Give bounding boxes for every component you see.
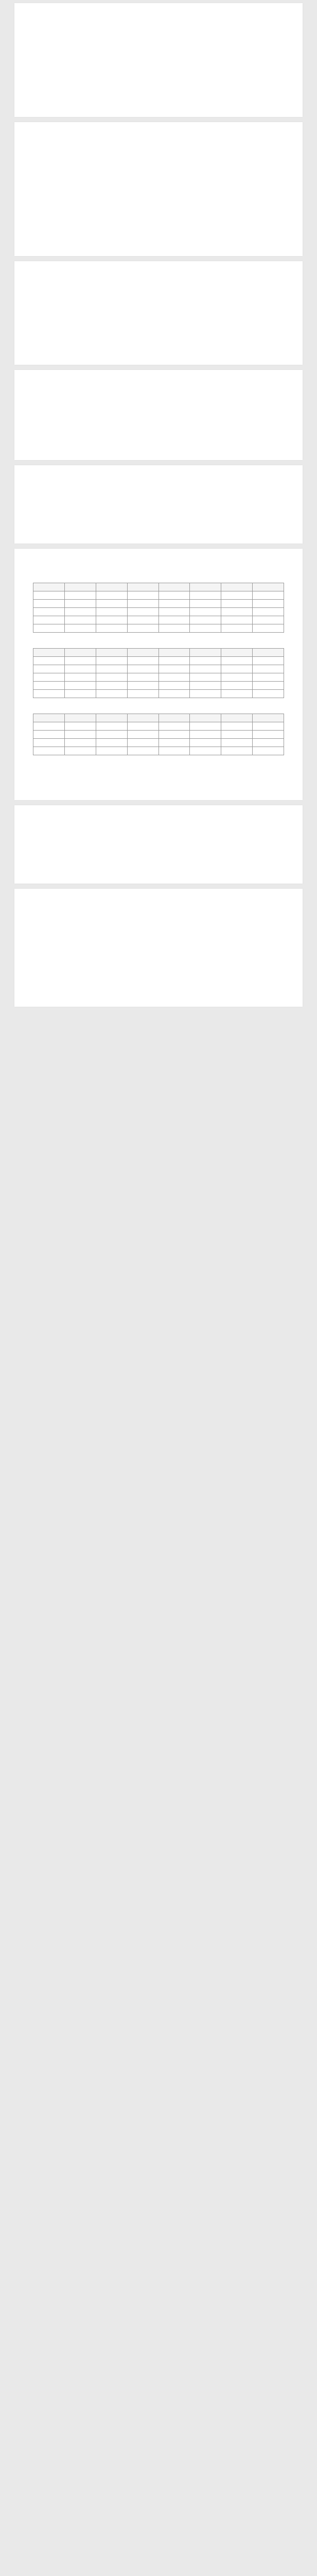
- paragraph: [33, 65, 284, 74]
- table-row: [33, 657, 284, 665]
- table-cell: [64, 608, 96, 616]
- table-cell: [33, 739, 65, 747]
- document-page: [14, 549, 303, 800]
- table-cell: [96, 665, 127, 673]
- table-cell: [190, 591, 221, 600]
- table-header-cell: [158, 714, 190, 722]
- table-cell: [127, 616, 158, 624]
- paragraph: [33, 149, 284, 158]
- table-cell: [190, 608, 221, 616]
- table-cell: [96, 624, 127, 633]
- table-cell: [64, 722, 96, 731]
- table-cell: [253, 657, 284, 665]
- table-cell: [33, 624, 65, 633]
- document: [0, 0, 317, 1018]
- table-cell: [127, 722, 158, 731]
- paragraph: [33, 925, 284, 934]
- table-header-cell: [221, 649, 253, 657]
- table-cell: [64, 731, 96, 739]
- table-cell: [64, 624, 96, 633]
- paragraph: [33, 420, 284, 429]
- table-cell: [96, 682, 127, 690]
- paragraph: [33, 299, 284, 308]
- table-cell: [127, 739, 158, 747]
- table-cell: [221, 690, 253, 698]
- table-cell: [253, 616, 284, 624]
- subsection-heading: [33, 326, 284, 335]
- table-cell: [253, 600, 284, 608]
- table-cell: [33, 600, 65, 608]
- paragraph: [33, 191, 284, 199]
- table-row: [33, 739, 284, 747]
- paragraph: [33, 273, 284, 281]
- table-cell: [158, 616, 190, 624]
- table-cell: [96, 690, 127, 698]
- table-cell: [64, 657, 96, 665]
- table-cell: [253, 591, 284, 600]
- table-cell: [158, 722, 190, 731]
- table-caption: [33, 704, 284, 711]
- paragraph: [33, 843, 284, 852]
- table-cell: [190, 690, 221, 698]
- document-page: [14, 261, 303, 365]
- subsection-heading: [33, 138, 284, 146]
- table-header-cell: [253, 714, 284, 722]
- table-header-cell: [96, 714, 127, 722]
- table-row: [33, 608, 284, 616]
- table-cell: [64, 616, 96, 624]
- table-row: [33, 616, 284, 624]
- subsection-heading: [33, 913, 284, 922]
- paragraph: [33, 830, 284, 839]
- table-cell: [190, 600, 221, 608]
- subsection-heading: [33, 204, 284, 213]
- table-cell: [221, 616, 253, 624]
- table-cell: [190, 739, 221, 747]
- table-cell: [221, 600, 253, 608]
- table-cell: [33, 608, 65, 616]
- table-row: [33, 747, 284, 755]
- paragraph: [33, 216, 284, 225]
- table-cell: [33, 731, 65, 739]
- paragraph: [33, 433, 284, 442]
- table-cell: [253, 731, 284, 739]
- table-cell: [33, 690, 65, 698]
- document-page: [14, 805, 303, 884]
- table-header-cell: [64, 649, 96, 657]
- table-cell: [127, 690, 158, 698]
- table-header-cell: [158, 649, 190, 657]
- document-page: [14, 370, 303, 460]
- table-cell: [96, 673, 127, 682]
- table-cell: [127, 608, 158, 616]
- table-cell: [190, 665, 221, 673]
- table-header-cell: [96, 583, 127, 591]
- paragraph: [33, 406, 284, 415]
- table-row: [33, 682, 284, 690]
- table-cell: [33, 591, 65, 600]
- table-cell: [190, 747, 221, 755]
- table-cell: [221, 591, 253, 600]
- paragraph: [33, 14, 284, 23]
- table-cell: [127, 600, 158, 608]
- paragraph: [33, 90, 284, 99]
- table-cell: [127, 665, 158, 673]
- table-cell: [253, 673, 284, 682]
- paragraph: [33, 817, 284, 825]
- table-cell: [190, 624, 221, 633]
- table-row: [33, 731, 284, 739]
- table-cell: [64, 673, 96, 682]
- table-cell: [33, 673, 65, 682]
- table-cell: [190, 731, 221, 739]
- table-header-cell: [64, 583, 96, 591]
- paragraph: [33, 980, 284, 989]
- table-cell: [96, 600, 127, 608]
- table-header-cell: [190, 714, 221, 722]
- table-cell: [158, 624, 190, 633]
- table-cell: [96, 616, 127, 624]
- table-cell: [190, 682, 221, 690]
- table-cell: [64, 665, 96, 673]
- table-header-cell: [253, 649, 284, 657]
- table-header-cell: [96, 649, 127, 657]
- table-cell: [33, 747, 65, 755]
- paragraph: [33, 313, 284, 321]
- table-cell: [221, 722, 253, 731]
- table-cell: [64, 739, 96, 747]
- table-row: [33, 690, 284, 698]
- table-header-row: [33, 649, 284, 657]
- table-cell: [253, 682, 284, 690]
- table-cell: [96, 608, 127, 616]
- table-cell: [190, 657, 221, 665]
- table-cell: [158, 690, 190, 698]
- table-header-row: [33, 714, 284, 722]
- table-header-cell: [33, 583, 65, 591]
- table-cell: [221, 731, 253, 739]
- table-cell: [190, 722, 221, 731]
- paragraph: [33, 40, 284, 48]
- table-cell: [127, 747, 158, 755]
- subsection-heading: [33, 28, 284, 37]
- table-cell: [33, 722, 65, 731]
- table-row: [33, 722, 284, 731]
- section-heading: [33, 941, 284, 951]
- table-cell: [33, 682, 65, 690]
- table-header-cell: [33, 649, 65, 657]
- table-cell: [64, 682, 96, 690]
- table-header-cell: [127, 583, 158, 591]
- table-cell: [158, 608, 190, 616]
- paragraph: [33, 381, 284, 390]
- table-header-cell: [127, 714, 158, 722]
- subsection-heading: [33, 179, 284, 188]
- table-cell: [221, 624, 253, 633]
- paragraph: [33, 900, 284, 909]
- table-cell: [221, 673, 253, 682]
- document-page: [14, 889, 303, 1007]
- table-cell: [253, 690, 284, 698]
- table-cell: [190, 616, 221, 624]
- table-cell: [158, 682, 190, 690]
- table-cell: [190, 673, 221, 682]
- table-cell: [96, 657, 127, 665]
- table-header-cell: [127, 649, 158, 657]
- table-cell: [253, 739, 284, 747]
- subsection-heading: [33, 78, 284, 87]
- table-cell: [127, 624, 158, 633]
- table-cell: [253, 722, 284, 731]
- table-cell: [253, 608, 284, 616]
- paragraph: [33, 338, 284, 347]
- table-cell: [64, 591, 96, 600]
- table-header-cell: [253, 583, 284, 591]
- section-heading: [33, 165, 284, 175]
- table-cell: [158, 657, 190, 665]
- table-cell: [253, 747, 284, 755]
- table-cell: [158, 673, 190, 682]
- table-cell: [33, 665, 65, 673]
- table-cell: [158, 600, 190, 608]
- table-row: [33, 673, 284, 682]
- table-cell: [221, 657, 253, 665]
- table-row: [33, 665, 284, 673]
- document-page: [14, 122, 303, 256]
- table-header-cell: [190, 583, 221, 591]
- table-cell: [64, 600, 96, 608]
- table-cell: [96, 722, 127, 731]
- paragraph: [33, 560, 284, 569]
- table-cell: [127, 591, 158, 600]
- table-cell: [33, 657, 65, 665]
- subsection-heading: [33, 761, 284, 770]
- table-header-cell: [221, 714, 253, 722]
- table-cell: [158, 591, 190, 600]
- table-cell: [96, 739, 127, 747]
- table-cell: [158, 747, 190, 755]
- table-row: [33, 600, 284, 608]
- table-cell: [96, 591, 127, 600]
- table-row: [33, 591, 284, 600]
- table-cell: [221, 665, 253, 673]
- paragraph: [33, 517, 284, 526]
- table-caption: [33, 573, 284, 581]
- paragraph: [33, 773, 284, 782]
- paragraph: [33, 286, 284, 295]
- table-header-cell: [64, 714, 96, 722]
- table-cell: [253, 624, 284, 633]
- subsection-heading: [33, 53, 284, 62]
- table-cell: [64, 690, 96, 698]
- table-cell: [253, 665, 284, 673]
- table-cell: [221, 682, 253, 690]
- table-cell: [158, 731, 190, 739]
- table-cell: [96, 747, 127, 755]
- table-header-cell: [190, 649, 221, 657]
- data-table: [33, 648, 284, 698]
- table-cell: [127, 731, 158, 739]
- paragraph: [33, 967, 284, 975]
- document-page: [14, 465, 303, 544]
- table-cell: [127, 673, 158, 682]
- table-cell: [158, 739, 190, 747]
- table-cell: [127, 682, 158, 690]
- paragraph: [33, 229, 284, 238]
- paragraph: [33, 490, 284, 499]
- table-row: [33, 624, 284, 633]
- table-header-cell: [33, 714, 65, 722]
- subsection-heading: [33, 955, 284, 963]
- table-cell: [221, 608, 253, 616]
- data-table: [33, 583, 284, 633]
- table-header-row: [33, 583, 284, 591]
- paragraph: [33, 503, 284, 512]
- table-cell: [221, 747, 253, 755]
- table-cell: [158, 665, 190, 673]
- table-header-cell: [221, 583, 253, 591]
- table-cell: [96, 731, 127, 739]
- data-table: [33, 714, 284, 755]
- document-page: [14, 3, 303, 117]
- table-cell: [127, 657, 158, 665]
- paragraph: [33, 477, 284, 485]
- table-cell: [33, 616, 65, 624]
- table-caption: [33, 639, 284, 646]
- paragraph: [33, 857, 284, 866]
- table-cell: [221, 739, 253, 747]
- table-cell: [64, 747, 96, 755]
- table-header-cell: [158, 583, 190, 591]
- subsection-heading: [33, 395, 284, 403]
